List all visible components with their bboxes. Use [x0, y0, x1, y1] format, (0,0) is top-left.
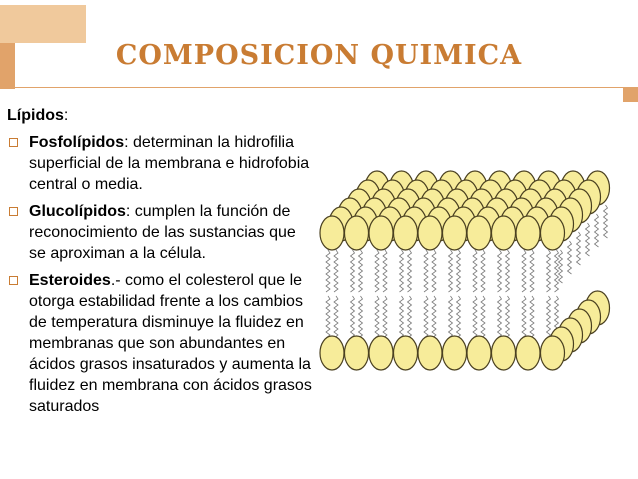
- fatty-acid-tail: [522, 250, 526, 292]
- fatty-acid-tail: [498, 296, 502, 338]
- phospholipid-head-bottom: [467, 336, 491, 370]
- phospholipid-head-top: [418, 216, 442, 250]
- fatty-acid-tail: [586, 223, 590, 256]
- phospholipid-head-top: [443, 216, 467, 250]
- fatty-acid-tail: [351, 296, 355, 338]
- lipid-bilayer-icon: [318, 150, 630, 395]
- fatty-acid-tail: [375, 296, 379, 338]
- phospholipid-head-bottom: [369, 336, 393, 370]
- phospholipid-head-top: [541, 216, 565, 250]
- item-term: Esteroides: [29, 272, 111, 289]
- phospholipid-head-bottom: [443, 336, 467, 370]
- fatty-acid-tail: [359, 296, 363, 338]
- fatty-acid-tail: [568, 241, 572, 274]
- item-text: : determinan la hidrofilia superficial de la membrana e hidrofobia central o media.: [29, 134, 310, 193]
- fatty-acid-tail: [547, 250, 551, 292]
- fatty-acid-tail: [334, 296, 338, 338]
- fatty-acid-tail: [400, 296, 404, 338]
- phospholipid-head-top: [467, 216, 491, 250]
- item-text: : cumplen la función de reconocimiento de las sustancias que se aproximan a la célula.: [29, 203, 296, 262]
- fatty-acid-tail: [555, 250, 559, 292]
- section-label: [7, 105, 312, 126]
- fatty-acid-tail: [432, 296, 436, 338]
- accent-bar-top: [0, 5, 86, 43]
- fatty-acid-tail: [383, 296, 387, 338]
- phospholipid-head-top: [492, 216, 516, 250]
- fatty-acid-tail: [481, 250, 485, 292]
- phospholipid-head-top: [394, 216, 418, 250]
- phospholipid-head-top: [320, 216, 344, 250]
- fatty-acid-tail: [530, 296, 534, 338]
- phospholipid-head-top: [345, 216, 369, 250]
- fatty-acid-tail: [359, 250, 363, 292]
- item-term: Fosfolípidos: [29, 134, 125, 151]
- fatty-acid-tail: [559, 250, 563, 283]
- fatty-acid-tail: [326, 250, 330, 292]
- lipid-list: [7, 132, 312, 417]
- fatty-acid-tail: [408, 250, 412, 292]
- phospholipid-head-bottom: [516, 336, 540, 370]
- fatty-acid-tail: [595, 214, 599, 247]
- phospholipid-head-bottom: [418, 336, 442, 370]
- fatty-acid-tail: [351, 250, 355, 292]
- fatty-acid-tail: [424, 296, 428, 338]
- phospholipid-head-bottom: [320, 336, 344, 370]
- phospholipid-head-bottom: [541, 336, 565, 370]
- fatty-acid-tail: [424, 250, 428, 292]
- accent-square: [623, 87, 638, 102]
- fatty-acid-tail: [604, 205, 608, 238]
- item-term: Glucolípidos: [29, 203, 126, 220]
- fatty-acid-tail: [522, 296, 526, 338]
- phospholipid-head-top: [516, 216, 540, 250]
- section-label-suffix: :: [63, 107, 69, 124]
- fatty-acid-tail: [408, 296, 412, 338]
- fatty-acid-tail: [547, 296, 551, 338]
- phospholipid-head-top: [369, 216, 393, 250]
- list-item: [7, 270, 312, 417]
- fatty-acid-tail: [498, 250, 502, 292]
- fatty-acid-tail: [506, 250, 510, 292]
- slide-content: [7, 105, 312, 423]
- fatty-acid-tail: [457, 296, 461, 338]
- fatty-acid-tail: [449, 250, 453, 292]
- fatty-acid-tail: [334, 250, 338, 292]
- fatty-acid-tail: [506, 296, 510, 338]
- list-item: [7, 201, 312, 264]
- section-label-text: Lípidos: [7, 107, 64, 124]
- phospholipid-head-bottom: [394, 336, 418, 370]
- fatty-acid-tail: [530, 250, 534, 292]
- fatty-acid-tail: [326, 296, 330, 338]
- fatty-acid-tail: [577, 232, 581, 265]
- phospholipid-head-bottom: [345, 336, 369, 370]
- fatty-acid-tail: [400, 250, 404, 292]
- list-item: [7, 132, 312, 195]
- fatty-acid-tail: [432, 250, 436, 292]
- hollow-square-bullet-icon: [9, 276, 18, 285]
- slide-title: COMPOSICION QUIMICA: [115, 40, 523, 71]
- fatty-acid-tail: [481, 296, 485, 338]
- fatty-acid-tail: [375, 250, 379, 292]
- hollow-square-bullet-icon: [9, 138, 18, 147]
- fatty-acid-tail: [457, 250, 461, 292]
- hollow-square-bullet-icon: [9, 207, 18, 216]
- fatty-acid-tail: [383, 250, 387, 292]
- phospholipid-head-bottom: [492, 336, 516, 370]
- item-text: .- como el colesterol que le otorga estabilidad frente a los cambios de temperatura disminuye la fluidez en membranas que son abundantes en ácidos grasos insaturados y aumenta la fluidez en membrana con ácidos grasos saturados: [29, 272, 312, 415]
- fatty-acid-tail: [449, 296, 453, 338]
- title-rule: [0, 87, 623, 88]
- fatty-acid-tail: [473, 250, 477, 292]
- fatty-acid-tail: [473, 296, 477, 338]
